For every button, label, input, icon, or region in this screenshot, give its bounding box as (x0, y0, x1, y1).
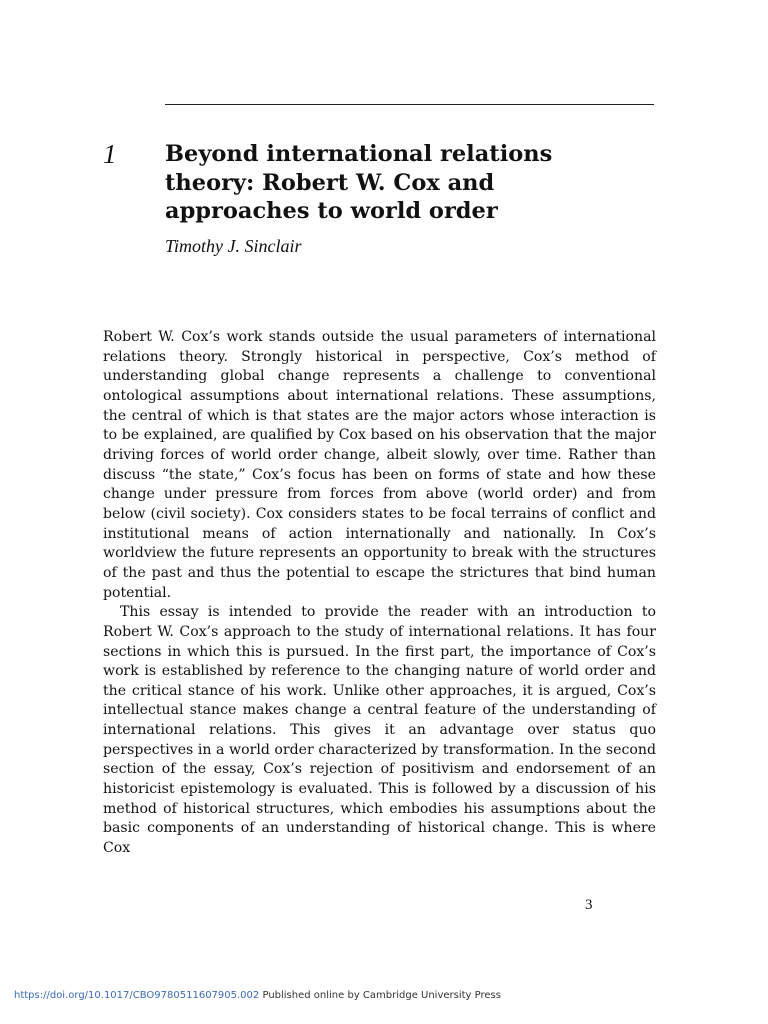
body-text (103, 328, 656, 859)
page-number: 3 (585, 897, 593, 913)
paragraph-2: This essay is intended to provide the reader with an introduction to Robert W. Cox’s approach to the study of international relations. It has four sections in which this is pursued. In the first part, the importance of Cox’s work is established by reference to the changing nature of world order and the critical stance of his work. Unlike other approaches, it is argued, Cox’s intellectual stance makes change a central feature of the understanding of international relations. This gives it an advantage over status quo perspectives in a world order characterized by transformation. In the second section of the essay, Cox’s rejection of positivism and endorsement of an historicist epistemology is evaluated. This is followed by a discussion of his method of historical structures, which embodies his assumptions about the basic components of an understanding of historical change. This is where Cox (103, 604, 656, 857)
doi-link[interactable]: https://doi.org/10.1017/CBO9780511607905.002 (14, 990, 260, 1001)
header-rule (165, 104, 654, 105)
author-name: Timothy J. Sinclair (165, 236, 302, 256)
published-note: Published online by Cambridge University Press (259, 990, 501, 1001)
footer (14, 990, 501, 1001)
chapter-number: 1 (103, 139, 117, 169)
paragraph-1: Robert W. Cox’s work stands outside the usual parameters of international relations theory. Strongly historical in perspective, Cox’s method of understanding global change represents a challenge to conventional ontological assumptions about international relations. These assumptions, the central of which is that states are the major actors whose interaction is to be explained, are qualified by Cox based on his observation that the major driving forces of world order change, albeit slowly, over time. Rather than discuss “the state,” Cox’s focus has been on forms of state and how these change under pressure from forces from above (world order) and from below (civil society). Cox considers states to be focal terrains of conflict and institutional means of action internationally and nationally. In Cox’s worldview the future represents an opportunity to break with the structures of the past and thus the potential to escape the strictures that bind human potential. (103, 329, 656, 601)
chapter-title: Beyond international relations theory: Robert W. Cox and approaches to world order (165, 141, 553, 224)
